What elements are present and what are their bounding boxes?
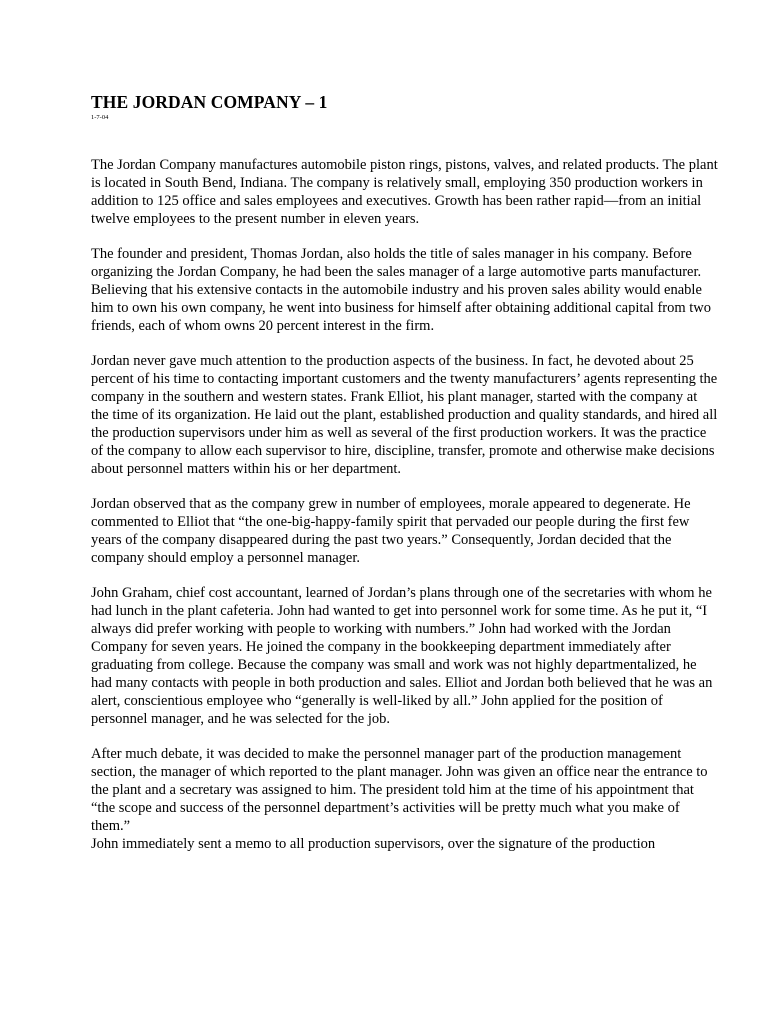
paragraph-5: John Graham, chief cost accountant, learned of Jordan’s plans through one of the secretaries with whom he had lunch in the plant cafeteria. John had wanted to get into personnel work for some time. As he put it, “I always did prefer working with people to working with numbers.” John had worked with the Jordan Company for seven years. He joined the company in the bookkeeping department immediately after graduating from college. Because the company was small and work was not highly departmentalized, he had many contacts with people in both production and sales. Elliot and Jordan both believed that he was an alert, conscientious employee who “generally is well-liked by all.” John applied for the position of personnel manager, and he was selected for the job.: [91, 585, 713, 727]
paragraph-4: Jordan observed that as the company grew in number of employees, morale appeared to degenerate. He commented to Elliot that “the one-big-happy-family spirit that pervaded our people during the first few years of the company disappeared during the past two years.” Consequently, Jordan decided that the company should employ a personnel manager.: [91, 496, 691, 566]
paragraph-1: The Jordan Company manufactures automobile piston rings, pistons, valves, and related products. The plant is located in South Bend, Indiana. The company is relatively small, employing 350 production workers in addition to 125 office and sales employees and executives. Growth has been rather rapid—from an initial twelve employees to the present number in eleven years.: [91, 157, 718, 227]
document-date: 1-7-04: [91, 114, 109, 121]
document-title: THE JORDAN COMPANY – 1: [91, 92, 328, 112]
paragraph-7: John immediately sent a memo to all production supervisors, over the signature of the production: [91, 836, 656, 852]
paragraph-3: Jordan never gave much attention to the production aspects of the business. In fact, he devoted about 25 percent of his time to contacting important customers and the twenty manufacturers’ agents representing the company in the southern and western states. Frank Elliot, his plant manager, started with the company at the time of its organization. He laid out the plant, established production and quality standards, and hired all the production supervisors under him as well as several of the first production workers. It was the practice of the company to allow each supervisor to hire, discipline, transfer, promote and otherwise make decisions about personnel matters within his or her department.: [91, 353, 718, 477]
paragraph-2: The founder and president, Thomas Jordan, also holds the title of sales manager in his company. Before organizing the Jordan Company, he had been the sales manager of a large automotive parts manufacturer. Believing that his extensive contacts in the automobile industry and his proven sales ability would enable him to own his own company, he went into business for himself after obtaining additional capital from two friends, each of whom owns 20 percent interest in the firm.: [91, 246, 712, 334]
paragraph-6: After much debate, it was decided to make the personnel manager part of the production management section, the manager of which reported to the plant manager. John was given an office near the entrance to the plant and a secretary was assigned to him. The president told him at the time of his appointment that “the scope and success of the personnel department’s activities will be pretty much what you make of them.”: [91, 746, 708, 834]
